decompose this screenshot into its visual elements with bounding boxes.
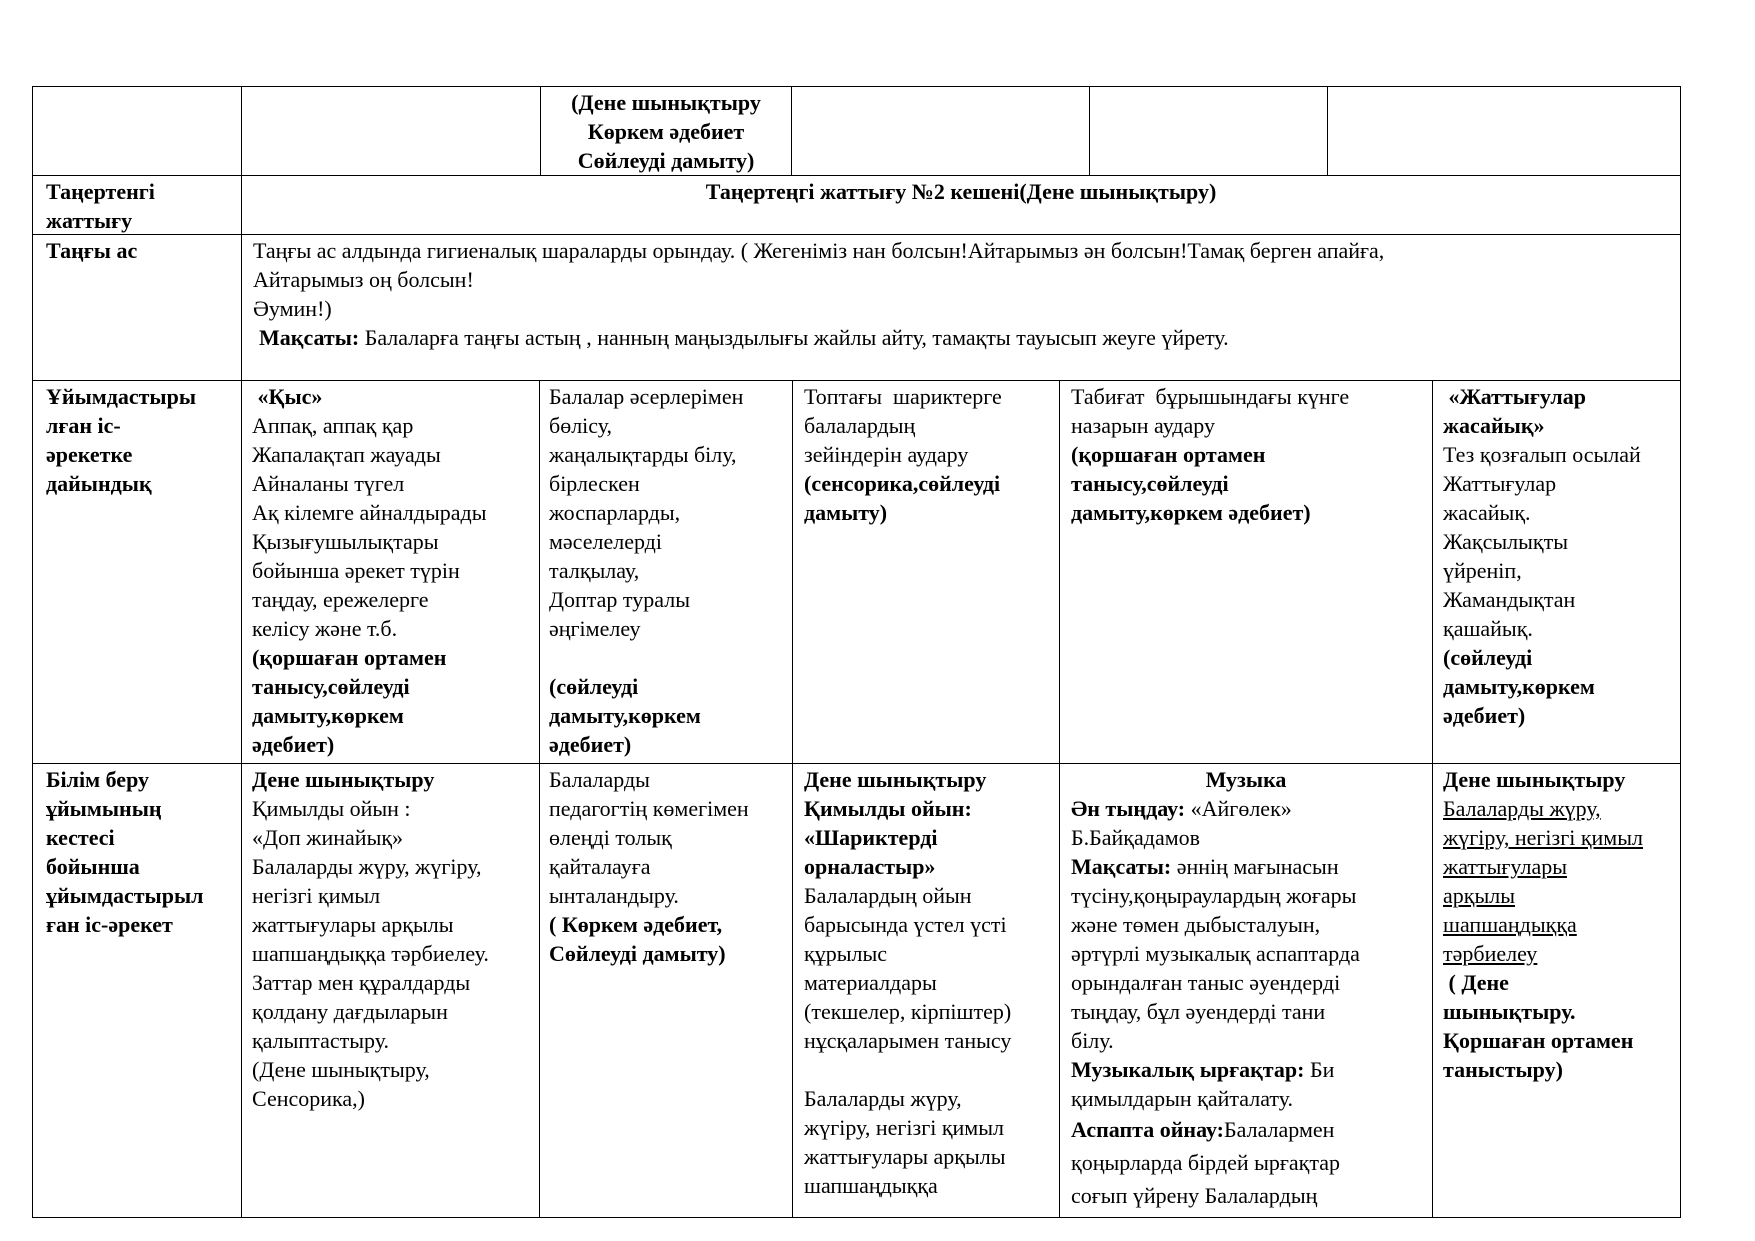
label-line: бойынша xyxy=(46,854,140,879)
spacer xyxy=(804,1055,1011,1084)
activity-col3-cell xyxy=(804,765,1011,1200)
subject-line: ( Көркем әдебиет, xyxy=(549,912,723,937)
organized-activity-label xyxy=(46,765,203,939)
subject-line: ( Дене xyxy=(1443,970,1509,995)
music-goal-line xyxy=(1071,852,1421,881)
activity-col5-title: Дене шынықтыру xyxy=(1443,767,1626,792)
activity-col5-cell xyxy=(1443,765,1643,1084)
label-line: ұйымдастырыл xyxy=(46,883,204,908)
text-line: Айналаны түгел xyxy=(252,471,405,496)
text-line: қолдану дағдыларын xyxy=(252,999,448,1024)
row0-subjects-cell xyxy=(541,88,791,175)
text-line: зейіндерін аудару xyxy=(804,442,969,467)
subject-line: дамыту) xyxy=(804,500,888,525)
text-line: (текшелер, кірпіштер) xyxy=(804,999,1012,1024)
subject-line: Сөйлеуді дамыту) xyxy=(549,941,726,966)
text-line: шапшаңдыққа тәрбиелеу. xyxy=(252,941,489,966)
text-line: қалыптастыру. xyxy=(252,1028,389,1053)
subject-line: «Шариктерді xyxy=(804,825,938,850)
text-line: Табиғат бұрышындағы күнге xyxy=(1071,384,1350,409)
subject-line: Қоршаған ортамен xyxy=(1443,1028,1634,1053)
text-line: таңдау, ережелерге xyxy=(252,587,429,612)
text-line: әртүрлі музыкалық аспаптарда xyxy=(1071,941,1360,966)
subject-line: (сөйлеуді xyxy=(1443,645,1533,670)
text-line: жүгіру, негізгі қимыл xyxy=(1443,825,1643,850)
text-line: педагогтің көмегімен xyxy=(549,796,749,821)
subject-line: орналастыр» xyxy=(804,854,936,879)
song-author: Б.Байқадамов xyxy=(1071,825,1201,850)
text-line: арқылы xyxy=(1443,883,1515,908)
text-line: нұсқаларымен танысу xyxy=(804,1028,1012,1053)
text-line: келісу және т.б. xyxy=(252,616,398,641)
subject-line: (сөйлеуді xyxy=(549,674,639,699)
breakfast-label: Таңғы ас xyxy=(46,238,138,263)
row0-subject-line: Көркем әдебиет xyxy=(587,119,745,144)
song-label: Ән тыңдау: xyxy=(1071,796,1186,821)
subject-line: шынықтыру. xyxy=(1443,999,1576,1024)
text-line: тәрбиелеу xyxy=(1443,941,1538,966)
subject-line: танысу,сөйлеуді xyxy=(1071,471,1229,496)
rhythm-label: Музыкалық ырғақтар: xyxy=(1071,1057,1305,1082)
text-line: әңгімелеу xyxy=(549,616,641,641)
label-line: жаттығу xyxy=(46,208,133,233)
text-line: тыңдау, бұл әуендерді тани xyxy=(1071,999,1326,1024)
text-line: Сенсорика,) xyxy=(252,1086,365,1111)
instrument-line xyxy=(1071,1113,1421,1146)
label-line: Таңертенгі xyxy=(46,179,155,204)
text-line: Ақ кілемге айналдырады xyxy=(252,500,487,525)
text-line: Тез қозғалып осылай xyxy=(1443,442,1641,467)
prep-col5-title: «Жаттығулар xyxy=(1443,384,1586,409)
subject-line: таныстыру) xyxy=(1443,1057,1563,1082)
breakfast-content xyxy=(253,236,1384,352)
activity-col4-cell xyxy=(1071,765,1421,1212)
text-line: Балалардың ойын xyxy=(804,883,972,908)
label-line: кестесі xyxy=(46,825,115,850)
text-line: талқылау, xyxy=(549,558,640,583)
text-line: Балаларды жүру, xyxy=(804,1086,962,1111)
text-line: үйреніп, xyxy=(1443,558,1522,583)
subject-line: (қоршаған ортамен xyxy=(1071,442,1266,467)
text-line: және төмен дыбысталуын, xyxy=(1071,912,1321,937)
prep-col1-title: «Қыс» xyxy=(252,384,323,409)
goal-text: Балаларға таңғы астың , нанның маңыздылығы жайлы айту, тамақты тауысып жеуге үйрету. xyxy=(359,325,1229,350)
prep-col5-title: жасайық» xyxy=(1443,413,1545,438)
text-line: білу. xyxy=(1071,1028,1114,1053)
text-line: Жаттығулар xyxy=(1443,471,1557,496)
label-line: ған іс-әрекет xyxy=(46,912,173,937)
text-line: Балаларды xyxy=(549,767,650,792)
text-line: Балалар әсерлерімен xyxy=(549,384,744,409)
breakfast-line: Айтарымыз оң болсын! xyxy=(253,267,474,292)
text-line: қимылдарын қайталату. xyxy=(1071,1086,1294,1111)
text-line: Қызығушылықтары xyxy=(252,529,439,554)
spacer xyxy=(549,643,743,672)
text-line: жаттығулары арқылы xyxy=(804,1144,1006,1169)
song-line xyxy=(1071,794,1421,823)
subject-line: танысу,сөйлеуді xyxy=(252,674,410,699)
subject-line: (сенсорика,сөйлеуді xyxy=(804,471,1001,496)
rhythm-text: Би xyxy=(1304,1057,1335,1082)
text-line: жаттығулары xyxy=(1443,854,1567,879)
text-line: жаттығулары арқылы xyxy=(252,912,454,937)
text-line: қашайық. xyxy=(1443,616,1533,641)
text-line: «Доп жинайық» xyxy=(252,825,404,850)
goal-label: Мақсаты: xyxy=(1071,854,1172,879)
label-line: дайындық xyxy=(46,471,152,496)
subject-line: дамыту,көркем xyxy=(1443,674,1595,699)
breakfast-goal xyxy=(259,323,1384,352)
label-line: әрекетке xyxy=(46,442,133,467)
text-line: Жапалақтап жауады xyxy=(252,442,441,467)
subject-line: Дене шынықтыру xyxy=(804,767,987,792)
subject-line: дамыту,көркем xyxy=(549,703,701,728)
text-line: бірлескен xyxy=(549,471,640,496)
instrument-text: Балалармен xyxy=(1224,1117,1335,1142)
label-line: Білім беру xyxy=(46,767,150,792)
instrument-label: Аспапта ойнау: xyxy=(1071,1117,1225,1142)
text-line: Жақсылықты xyxy=(1443,529,1569,554)
subject-line: дамыту,көркем xyxy=(252,703,404,728)
text-line: ынталандыру. xyxy=(549,883,679,908)
text-line: назарын аудару xyxy=(1071,413,1215,438)
text-line: материалдары xyxy=(804,970,937,995)
breakfast-line: Әумин!) xyxy=(253,296,332,321)
prep-col4-cell xyxy=(1071,382,1349,527)
text-line: Жамандықтан xyxy=(1443,587,1576,612)
rhythm-line xyxy=(1071,1055,1421,1084)
text-line: барысында үстел үсті xyxy=(804,912,1007,937)
morning-exercise-label xyxy=(46,177,155,235)
prep-col3-cell xyxy=(804,382,1002,527)
label-line: Ұйымдастыры xyxy=(46,384,197,409)
text-line: Аппақ, аппақ қар xyxy=(252,413,414,438)
goal-label: Мақсаты: xyxy=(259,325,360,350)
subject-line: әдебиет) xyxy=(549,732,632,757)
song-text: «Айгөлек» xyxy=(1185,796,1292,821)
morning-exercise-content: Таңертеңгі жаттығу №2 кешені(Дене шынықтыру) xyxy=(705,179,1217,204)
text-line: балалардың xyxy=(804,413,916,438)
text-line: қоңырларда бірдей ырғақтар xyxy=(1071,1150,1341,1175)
activity-col1-cell xyxy=(252,765,489,1113)
text-line: Доптар туралы xyxy=(549,587,690,612)
prep-col1-cell xyxy=(252,382,487,759)
text-line: жоспарларды, xyxy=(549,500,681,525)
subject-line: әдебиет) xyxy=(252,732,335,757)
text-line: шапшаңдыққа xyxy=(804,1173,938,1198)
text-line: Қимылды ойын : xyxy=(252,796,411,821)
subject-line: (қоршаған ортамен xyxy=(252,645,447,670)
text-line: өлеңді толық xyxy=(549,825,672,850)
text-line: шапшаңдыққа xyxy=(1443,912,1577,937)
text-line: қайталауға xyxy=(549,854,651,879)
text-line: түсіну,қоңыраулардың жоғары xyxy=(1071,883,1357,908)
row0-subject-line: (Дене шынықтыру xyxy=(571,90,761,115)
activity-col2-cell xyxy=(549,765,749,968)
text-line: орындалған таныс әуендерді xyxy=(1071,970,1341,995)
preparation-label xyxy=(46,382,196,498)
text-line: құрылыс xyxy=(804,941,887,966)
subject-line: Қимылды ойын: xyxy=(804,796,972,821)
row0-subject-line: Сөйлеуді дамыту) xyxy=(577,148,755,173)
text-line: жүгіру, негізгі қимыл xyxy=(804,1115,1004,1140)
text-line: Балаларды жүру, жүгіру, xyxy=(252,854,482,879)
text-line: жасайық. xyxy=(1443,500,1531,525)
label-line: лған іс- xyxy=(46,413,121,438)
text-line: Заттар мен құралдарды xyxy=(252,970,471,995)
subject-line: дамыту,көркем әдебиет) xyxy=(1071,500,1311,525)
text-line: негізгі қимыл xyxy=(252,883,381,908)
goal-text: әннің мағынасын xyxy=(1171,854,1339,879)
text-line: бойынша әрекет түрін xyxy=(252,558,460,583)
label-line: ұйымының xyxy=(46,796,162,821)
text-line: Балаларды жүру, xyxy=(1443,796,1601,821)
activity-col1-title: Дене шынықтыру xyxy=(252,767,435,792)
text-line: (Дене шынықтыру, xyxy=(252,1057,430,1082)
subject-line: әдебиет) xyxy=(1443,703,1526,728)
text-line: мәселелерді xyxy=(549,529,662,554)
text-line: соғып үйрену Балалардың xyxy=(1071,1183,1318,1208)
text-line: Топтағы шариктерге xyxy=(804,384,1002,409)
prep-col2-cell xyxy=(549,382,743,759)
prep-col5-cell xyxy=(1443,382,1641,730)
text-line: бөлісу, xyxy=(549,413,613,438)
breakfast-line: Таңғы ас алдында гигиеналық шараларды орындау. ( Жегеніміз нан болсын!Айтарымыз ән болсын!Тамақ берген апайға, xyxy=(253,238,1385,263)
text-line: жаңалықтарды білу, xyxy=(549,442,737,467)
music-title: Музыка xyxy=(1205,767,1287,792)
